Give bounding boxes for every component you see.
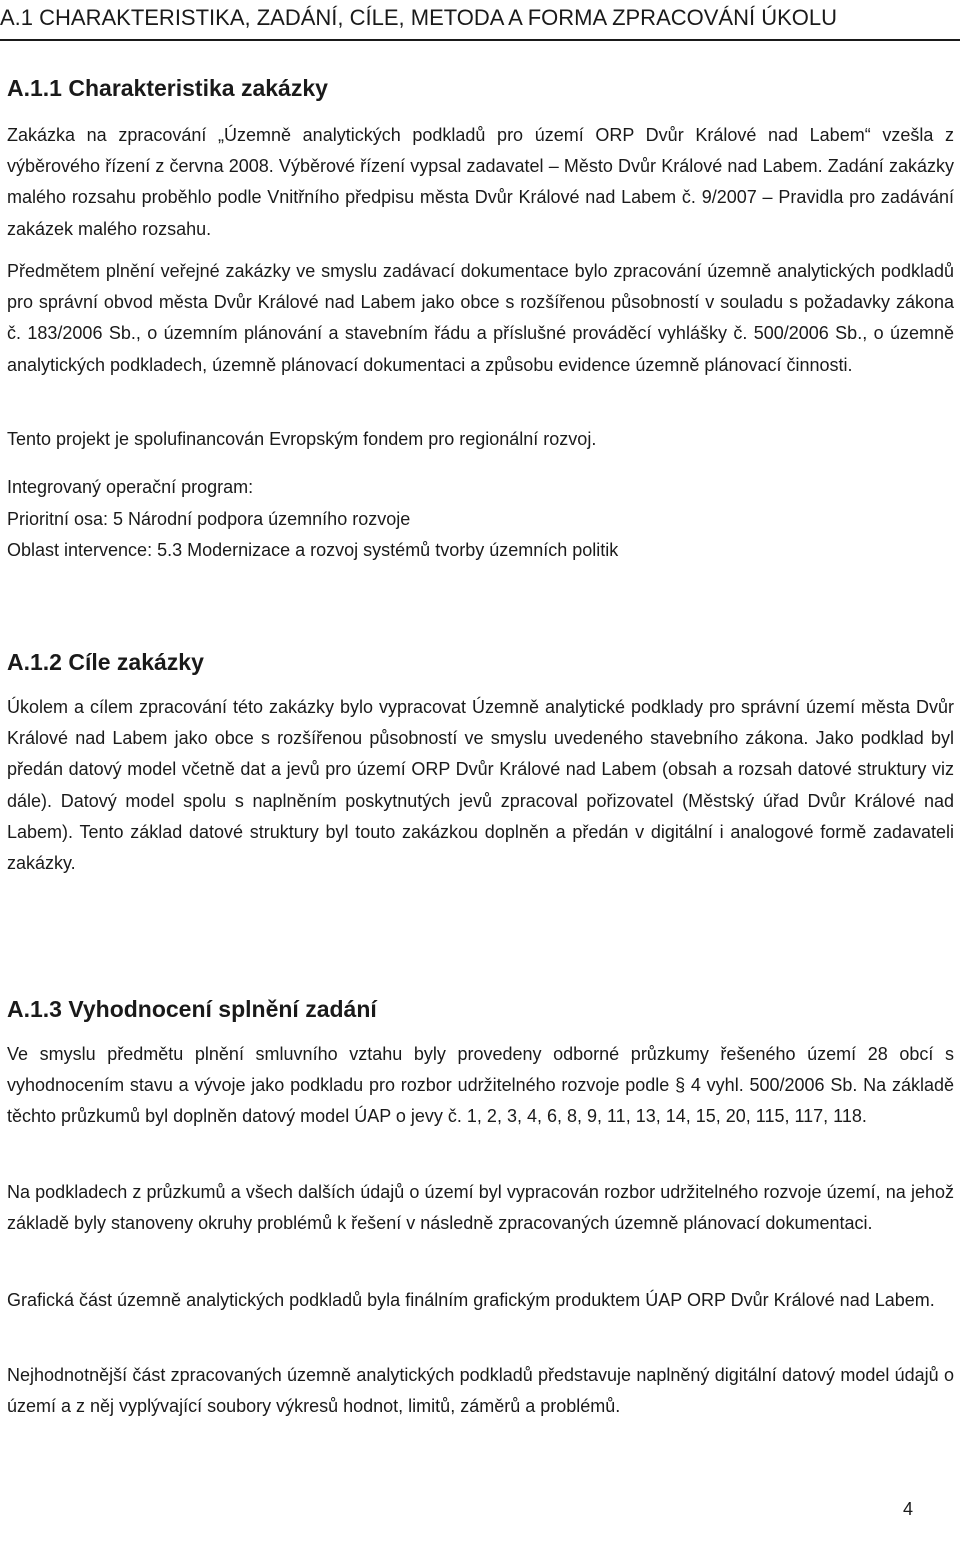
paragraph-contract-subject: Předmětem plnění veřejné zakázky ve smyslu zadávací dokumentace bylo zpracování územně analytických podkladů pro správní obvod města Dvůr Králové nad Labem jako obce s rozšířenou působností v souladu s požadavky zákona č. 183/2006 Sb., o územním plánování a stavebním řádu a příslušné prováděcí vyhlášky č. 500/2006 Sb., o územně analytických podkladech, územně plánovací dokumentaci a způsobu evidence územně plánovací činnosti. bbox=[7, 261, 954, 375]
page-number: 4 bbox=[903, 1499, 914, 1519]
paragraph-contract-origin: Zakázka na zpracování „Územně analytických podkladů pro území ORP Dvůr Králové nad Labem“ vzešla z výběrového řízení z června 2008. Výběrové řízení vypsal zadavatel – Město Dvůr Králové nad Labem. Zadání zakázky malého rozsahu proběhlo podle Vnitřního předpisu města Dvůr Králové nad Labem č. 9/2007 – Pravidla pro zadávání zakázek malého rozsahu. bbox=[7, 125, 954, 239]
intervention-area: Oblast intervence: 5.3 Modernizace a rozvoj systémů tvorby územních politik bbox=[7, 540, 619, 560]
paragraph-graphic-part: Grafická část územně analytických podkladů byla finálním grafickým produktem ÚAP ORP Dvůr Králové nad Labem. bbox=[7, 1290, 935, 1310]
priority-axis: Prioritní osa: 5 Národní podpora územního rozvoje bbox=[7, 509, 411, 529]
paragraph-analysis: Na podkladech z průzkumů a všech dalších údajů o území byl vypracován rozbor udržitelného rozvoje území, na jehož základě byly stanoveny okruhy problémů k řešení v následně zpracovaných územně plánovací dokumentaci. bbox=[7, 1182, 954, 1234]
paragraph-funding: Tento projekt je spolufinancován Evropským fondem pro regionální rozvoj. bbox=[7, 429, 597, 449]
paragraph-data-model: Nejhodnotnější část zpracovaných územně analytických podkladů představuje naplněný digitální datový model údajů o území a z něj vyplývající soubory výkresů hodnot, limitů, záměrů a problémů. bbox=[7, 1365, 954, 1417]
paragraph-surveys: Ve smyslu předmětu plnění smluvního vztahu byly provedeny odborné průzkumy řešeného území 28 obcí s vyhodnocením stavu a vývoje jako podkladu pro rozbor udržitelného rozvoje podle § 4 vyhl. 500/2006 Sb. Na základě těchto průzkumů byl doplněn datový model ÚAP o jevy č. 1, 2, 3, 4, 6, 8, 9, 11, 13, 14, 15, 20, 115, 117, 118. bbox=[7, 1044, 954, 1127]
chapter-title: A.1 CHARAKTERISTIKA, ZADÁNÍ, CÍLE, METODA A FORMA ZPRACOVÁNÍ ÚKOLU bbox=[0, 5, 837, 30]
paragraph-goals: Úkolem a cílem zpracování této zakázky bylo vypracovat Územně analytické podklady pro správní území města Dvůr Králové nad Labem jako obce s rozšířenou působností ve smyslu uvedeného stavebního zákona. Jako podklad byl předán datový model včetně dat a jevů pro území ORP Dvůr Králové nad Labem (obsah a rozsah datové struktury viz dále). Datový model spolu s naplněním poskytnutých jevů zpracoval pořizovatel (Městský úřad Dvůr Králové nad Labem). Tento základ datové struktury byl touto zakázkou doplněn a předán v digitální i analogové formě zadavateli zakázky. bbox=[7, 697, 954, 874]
program-label: Integrovaný operační program: bbox=[7, 477, 254, 497]
section-heading-characteristics: A.1.1 Charakteristika zakázky bbox=[7, 75, 328, 101]
section-heading-evaluation: A.1.3 Vyhodnocení splnění zadání bbox=[7, 996, 377, 1022]
section-heading-goals: A.1.2 Cíle zakázky bbox=[7, 649, 204, 675]
chapter-underline bbox=[0, 39, 960, 41]
